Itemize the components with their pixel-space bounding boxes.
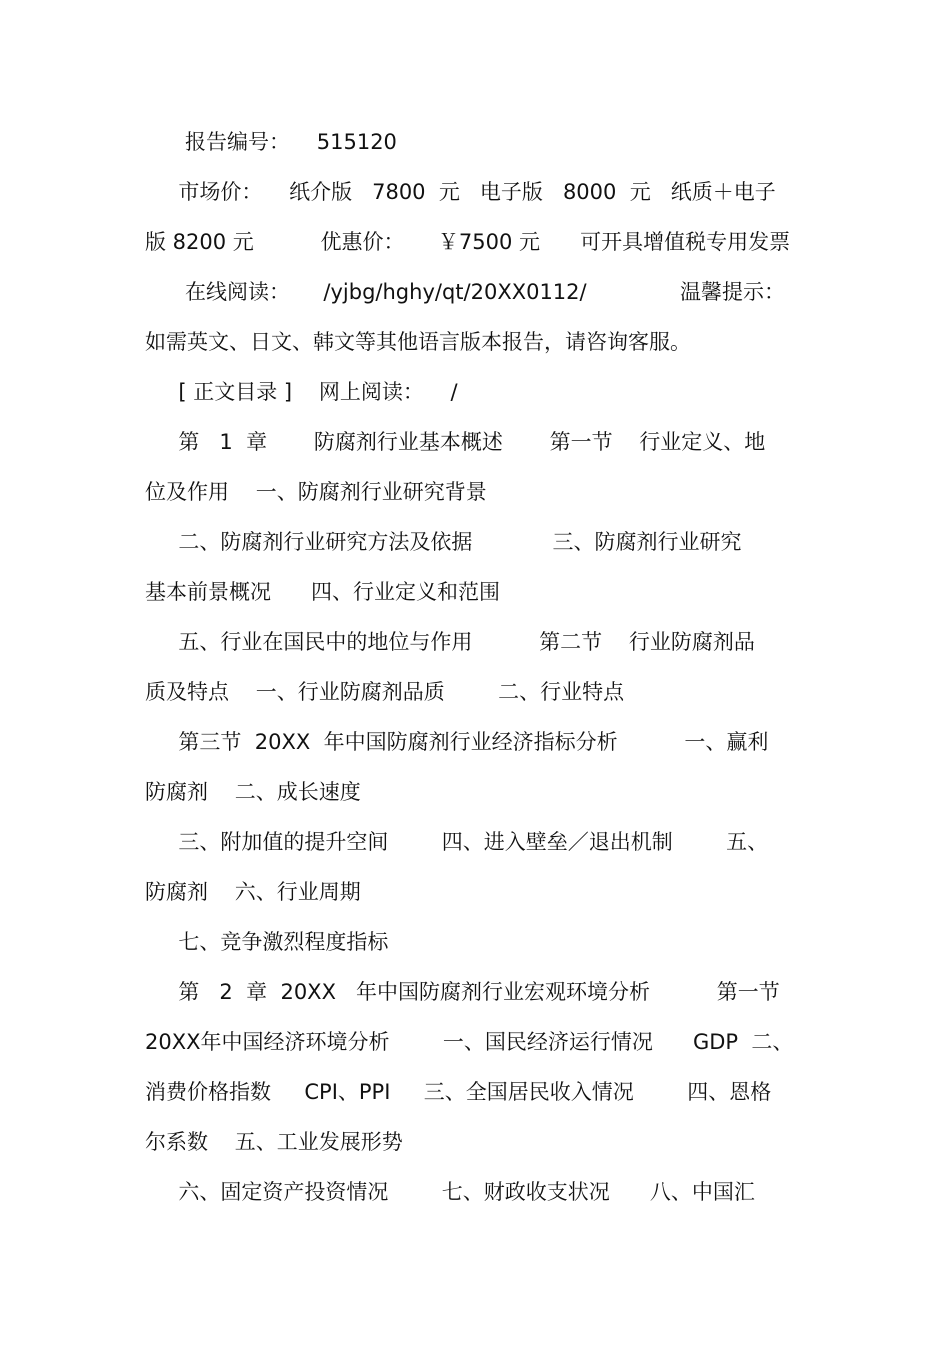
toc-paragraph xyxy=(145,617,815,717)
toc-paragraph xyxy=(145,417,815,517)
text-line: 防腐剂 二、成长速度 xyxy=(145,780,361,804)
text-line: 在线阅读： /yjbg/hghy/qt/20XX0112/ 温馨提示： xyxy=(145,280,786,304)
text-line: 第 1 章 防腐剂行业基本概述 第一节 行业定义、地 xyxy=(145,430,766,454)
text-line: 位及作用 一、防腐剂行业研究背景 xyxy=(145,480,487,504)
text-line: 尔系数 五、工业发展形势 xyxy=(145,1130,403,1154)
text-line: 基本前景概况 四、行业定义和范围 xyxy=(145,580,501,604)
toc-paragraph xyxy=(145,917,815,967)
text-line: 第 2 章 20XX 年中国防腐剂行业宏观环境分析 第一节 xyxy=(145,980,780,1004)
online-reading-paragraph xyxy=(145,267,815,367)
text-line: 三、附加值的提升空间 四、进入壁垒／退出机制 五、 xyxy=(145,830,769,854)
text-line: 二、防腐剂行业研究方法及依据 三、防腐剂行业研究 xyxy=(145,530,742,554)
toc-heading-paragraph xyxy=(145,367,815,417)
report-number-paragraph xyxy=(145,117,815,167)
text-line: 市场价： 纸介版 7800 元 电子版 8000 元 纸质＋电子 xyxy=(145,180,776,204)
toc-paragraph xyxy=(145,817,815,917)
text-line: 六、固定资产投资情况 七、财政收支状况 八、中国汇 xyxy=(145,1180,755,1204)
toc-paragraph xyxy=(145,517,815,617)
text-line: 五、行业在国民中的地位与作用 第二节 行业防腐剂品 xyxy=(145,630,755,654)
text-line: 第三节 20XX 年中国防腐剂行业经济指标分析 一、赢利 xyxy=(145,730,769,754)
text-line: 消费价格指数 CPI、PPI 三、全国居民收入情况 四、恩格 xyxy=(145,1080,772,1104)
text-line: 七、竞争激烈程度指标 xyxy=(145,930,389,954)
text-line: 如需英文、日文、韩文等其他语言版本报告，请咨询客服。 xyxy=(145,330,691,354)
price-paragraph xyxy=(145,167,815,267)
text-line: [ 正文目录 ] 网上阅读： / xyxy=(145,380,458,404)
text-line: 防腐剂 六、行业周期 xyxy=(145,880,361,904)
toc-paragraph xyxy=(145,967,815,1167)
text-line: 20XX年中国经济环境分析 一、国民经济运行情况 GDP 二、 xyxy=(145,1030,794,1054)
text-line: 质及特点 一、行业防腐剂品质 二、行业特点 xyxy=(145,680,625,704)
toc-paragraph xyxy=(145,717,815,817)
toc-paragraph xyxy=(145,1167,815,1217)
text-line: 版 8200 元 优惠价： ￥7500 元 可开具增值税专用发票 xyxy=(145,230,791,254)
text-line: 报告编号： 515120 xyxy=(145,130,397,154)
